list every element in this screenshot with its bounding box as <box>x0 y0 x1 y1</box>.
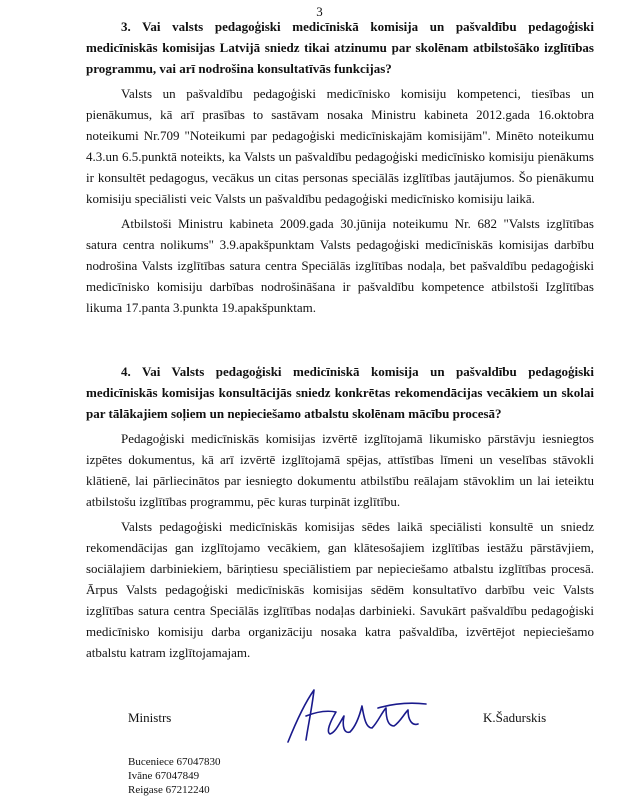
section-4 <box>86 361 594 663</box>
page-number: 3 <box>316 4 323 19</box>
signatory-name: K.Šadurskis <box>483 710 547 725</box>
signature-block <box>0 680 639 750</box>
answer-4-paragraph-2: Valsts pedagoģiski medicīniskās komisijas sēdes laikā speciālisti konsultē un sniedz rekomendācijas gan izglītojamo vecākiem, gan klātesošajiem izglītības iestāžu pārstāvjiem, sociālajiem darbiniekiem, bāriņtiesu speciālistiem par nepieciešamo atbalstu izglītības procesā. Ārpus Valsts pedagoģiski medicīniskās komisijas sēdēm konsultatīvo darbību veic Valsts izglītības satura centra Speciālās izglītības nodaļas darbinieki. Savukārt pašvaldību pedagoģiski medicīnisko komisiju darba organizāciju nosaka katra pašvaldība, izvērtējot nepieciešamo atbalstu katram izglītojamajam. <box>86 519 594 660</box>
answer-4-paragraph-1: Pedagoģiski medicīniskās komisijas izvērtē izglītojamā likumisko pārstāvju iesniegtos izpētes dokumentus, kā arī izvērtē izglītojamā spējas, attīstības līmeni un veselības stāvokli klātienē, lai pārliecinātos par iesniegto dokumentu atbilstību reālajam stāvoklim un lai ieteiktu atbilstošu izglītības programmu, pēc kuras turpināt izglītību. <box>86 431 594 509</box>
contact-line: Reigase 67212240 <box>128 784 210 796</box>
handwritten-signature <box>282 682 432 746</box>
answer-3-paragraph-2: Atbilstoši Ministru kabineta 2009.gada 30.jūnija noteikumu Nr. 682 "Valsts izglītības satura centra nolikums" 3.9.apakšpunktam Valsts pedagoģiski medicīniskās komisijas darbību nodrošina Valsts izglītības satura centra Speciālās izglītības nodaļa, bet pašvaldību pedagoģiski medicīnisko komisiju darbības nodrošināšana ir pašvaldību kompetence atbilstoši Izglītības likuma 17.panta 3.punkta 19.apakšpunktam. <box>86 216 594 315</box>
contact-line: Buceniece 67047830 <box>128 756 221 768</box>
question-3: 3. Vai valsts pedagoģiski medicīniskā komisija un pašvaldību pedagoģiski medicīniskās komisijas Latvijā sniedz tikai atzinumu par skolēnam atbilstošāko izglītības programmu, vai arī nodrošina konsultatīvās funkcijas? <box>86 19 594 76</box>
signatory-role: Ministrs <box>128 710 172 725</box>
answer-3-paragraph-1: Valsts un pašvaldību pedagoģiski medicīnisko komisiju kompetenci, tiesības un pienākumus, kā arī prasības to sastāvam nosaka Ministru kabineta 2012.gada 16.oktobra noteikumi Nr.709 "Noteikumi par pedagoģiski medicīniskajām komisijām". Minēto noteikumu 4.3.un 6.5.punktā noteikts, ka Valsts un pašvaldību pedagoģiski medicīnisko komisiju pienākums ir konsultēt pedagogus, vecākus un citas personas speciālās izglītības jautājumos. Šo pienākumu komisiju speciālisti veic Valsts un pašvaldību pedagoģiski medicīnisko komisiju laikā. <box>86 86 594 206</box>
contact-line: Ivāne 67047849 <box>128 770 200 782</box>
section-3 <box>86 16 594 318</box>
contact-list <box>128 755 221 797</box>
question-4: 4. Vai Valsts pedagoģiski medicīniskā komisija un pašvaldību pedagoģiski medicīniskās komisijas konsultācijās sniedz konkrētas rekomendācijas vecākiem un skolai par tālākajiem soļiem un nepieciešamo atbalstu skolēnam mācību procesā? <box>86 364 594 421</box>
